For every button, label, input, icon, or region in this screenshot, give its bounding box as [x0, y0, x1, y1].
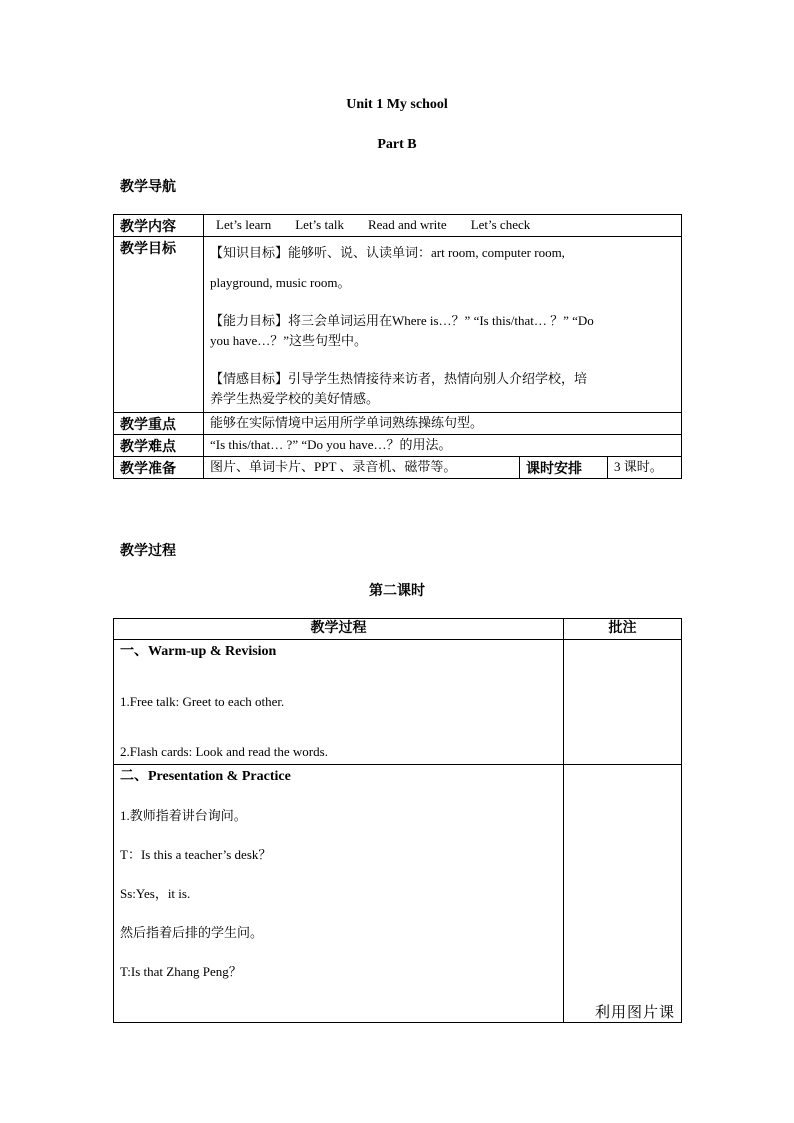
section-title: 一、Warm-up & Revision: [120, 644, 277, 659]
goal-row: [114, 237, 682, 413]
lesson-heading: 第二课时: [369, 584, 425, 599]
process-header-row: [114, 619, 682, 640]
goal-emotion-line: 【情感目标】引导学生热情接待来访者，热情向别人介绍学校，培: [210, 371, 588, 386]
content-item: Let’s check: [470, 217, 531, 232]
warmup-row: [114, 640, 682, 765]
goal-emotion-line: 养学生热爱学校的美好情感。: [210, 391, 380, 406]
warmup-cell: [114, 640, 564, 765]
document-title: Unit 1 My school: [346, 97, 448, 112]
activity-line: 1.Free talk: Greet to each other.: [120, 694, 285, 709]
goal-label: 教学目标: [114, 237, 204, 413]
document-subtitle: Part B: [377, 137, 417, 152]
content-items: [204, 215, 682, 237]
activity-line: Ss:Yes，it is.: [120, 886, 191, 901]
activity-line: T:Is that Zhang Peng？: [120, 964, 242, 979]
activity-line: T：Is this a teacher’s desk？: [120, 847, 272, 862]
notes-column-header: 批注: [564, 619, 682, 640]
content-row: [114, 215, 682, 237]
content-item: Let’s learn: [216, 217, 272, 232]
difficult-points-text: “Is this/that… ?” “Do you have…？的用法。: [204, 435, 682, 457]
preparation-row: [114, 457, 682, 479]
activity-line: 2.Flash cards: Look and read the words.: [120, 744, 328, 759]
preparation-text: 图片、单词卡片、PPT 、录音机、磁带等。: [204, 457, 520, 479]
goal-knowledge-line: playground, music room。: [210, 275, 351, 290]
activity-line: 然后指着后排的学生问。: [120, 925, 264, 940]
presentation-cell: [114, 765, 564, 1023]
schedule-text: 3 课时。: [608, 457, 682, 479]
schedule-label: 课时安排: [520, 457, 608, 479]
process-heading: 教学过程: [120, 544, 176, 559]
difficult-points-label: 教学难点: [114, 435, 204, 457]
goal-knowledge-line: 【知识目标】能够听、说、认读单词：art room, computer room,: [210, 245, 565, 260]
content-item: Let’s talk: [295, 217, 344, 232]
goal-text: [204, 237, 682, 413]
content-label: 教学内容: [114, 215, 204, 237]
presentation-notes-cell: [564, 765, 682, 1023]
teaching-guide-table: [113, 214, 682, 479]
goal-ability-line: 【能力目标】将三会单词运用在Where is…？” “Is this/that… ？” “Do: [210, 313, 594, 328]
key-points-text: 能够在实际情境中运用所学单词熟练操练句型。: [204, 413, 682, 435]
section-title: 二、Presentation & Practice: [120, 769, 291, 784]
process-column-header: 教学过程: [114, 619, 564, 640]
difficult-points-row: [114, 435, 682, 457]
note-text: 利用图片课: [594, 1005, 675, 1021]
preparation-label: 教学准备: [114, 457, 204, 479]
content-item: Read and write: [367, 217, 447, 232]
nav-heading: 教学导航: [120, 180, 176, 195]
key-points-label: 教学重点: [114, 413, 204, 435]
key-points-row: [114, 413, 682, 435]
activity-line: 1.教师指着讲台询问。: [120, 808, 247, 823]
warmup-notes-cell: [564, 640, 682, 765]
presentation-row: [114, 765, 682, 1023]
teaching-process-table: [113, 618, 682, 1023]
goal-ability-line: you have…？”这些句型中。: [210, 333, 368, 348]
